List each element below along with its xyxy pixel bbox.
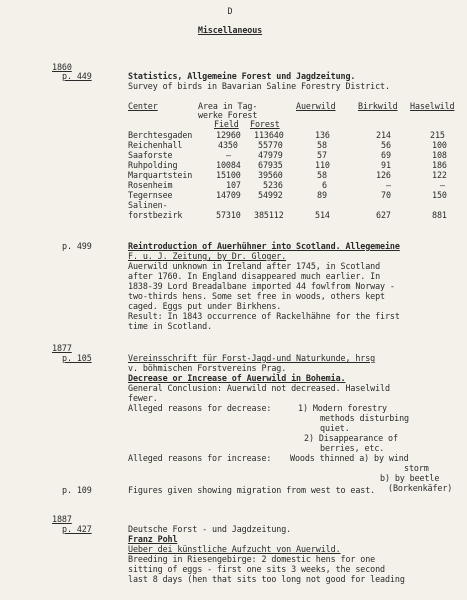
entry-year: 1860 — [52, 62, 72, 72]
entry-year: 1887 — [52, 514, 72, 524]
entry-line: two-thirds hens. Some set free in woods, others kept — [128, 291, 385, 301]
reason: b) by beetle — [380, 473, 440, 483]
table-header-haselwild: Haselwild — [410, 101, 455, 111]
entry-page: p. 499 — [62, 241, 92, 251]
table-row-center: Ruhpolding — [128, 160, 178, 170]
table-row-center: Salinen- — [128, 200, 168, 210]
table-row-center: Tegernsee — [128, 190, 173, 200]
table-cell: 57310 — [216, 210, 241, 220]
table-cell: 214 — [376, 130, 391, 140]
entry-line: v. böhmischen Forstvereins Prag. — [128, 363, 287, 373]
table-cell: 56 — [381, 140, 391, 150]
table-cell: 67935 — [258, 160, 283, 170]
entry-text: Figures given showing migration from west to east. — [128, 485, 376, 495]
reason: 1) Modern forestry — [298, 403, 387, 413]
table-cell: 89 — [317, 190, 327, 200]
table-cell: 627 — [376, 210, 391, 220]
entry-line: General Conclusion: Auerwild not decreased. Haselwild — [128, 383, 390, 393]
table-cell: 108 — [432, 150, 447, 160]
table-cell: 12960 — [216, 130, 241, 140]
entry-line: Breeding in Riesengebirge: 2 domestic hens for one — [128, 554, 376, 564]
reason: berries, etc. — [320, 443, 385, 453]
table-header-forest: Forest — [250, 119, 280, 129]
entry-line: Deutsche Forst - und Jagdzeitung. — [128, 524, 292, 534]
table-cell: – — [226, 150, 231, 160]
entry-year: 1877 — [52, 343, 72, 353]
table-cell: 881 — [432, 210, 447, 220]
table-header-center: Center — [128, 101, 158, 111]
table-cell: 385112 — [254, 210, 284, 220]
table-cell: 91 — [381, 160, 391, 170]
entry-page: p. 427 — [62, 524, 92, 534]
table-cell: 5236 — [263, 180, 283, 190]
table-cell: 47979 — [258, 150, 283, 160]
table-cell: 113640 — [254, 130, 284, 140]
table-cell: 58 — [317, 170, 327, 180]
table-row-center: Marquartstein — [128, 170, 193, 180]
table-row-center: Reichenhall — [128, 140, 183, 150]
table-cell: 15100 — [216, 170, 241, 180]
table-cell: 150 — [432, 190, 447, 200]
increase-label: Alleged reasons for increase: — [128, 453, 272, 463]
reason: methods disturbing — [320, 413, 409, 423]
table-cell: 514 — [315, 210, 330, 220]
entry-line: Reintroduction of Auerhühner into Scotland. Allegemeine — [128, 241, 400, 251]
reason: storm — [404, 463, 429, 473]
table-cell: 107 — [226, 180, 241, 190]
table-cell: 136 — [315, 130, 330, 140]
table-cell: 14709 — [216, 190, 241, 200]
entry-line: caged. Eggs put under Birkhens. — [128, 301, 282, 311]
decrease-label: Alleged reasons for decrease: — [128, 403, 272, 413]
table-cell: 122 — [432, 170, 447, 180]
table-cell: – — [440, 180, 445, 190]
entry-line: time in Scotland. — [128, 321, 213, 331]
table-row-center: Saaforste — [128, 150, 173, 160]
table-cell: 6 — [322, 180, 327, 190]
entry-line: fewer. — [128, 393, 158, 403]
reason: 2) Disappearance of — [304, 433, 398, 443]
entry-line: 1838-39 Lord Breadalbane imported 44 fowlfrom Norway - — [128, 281, 395, 291]
entry-page: p. 109 — [62, 485, 92, 495]
table-cell: 57 — [317, 150, 327, 160]
table-header-area: Area in Tag- — [198, 101, 258, 111]
entry-line: Decrease or Increase of Auerwild in Bohemia. — [128, 373, 346, 383]
table-cell: 55770 — [258, 140, 283, 150]
reason: (Borkenkäfer) — [388, 483, 453, 493]
table-cell: 215 — [430, 130, 445, 140]
entry-line: Franz Pohl — [128, 534, 178, 544]
entry-line: Vereinsschrift für Forst-Jagd-und Naturkunde, hrsg — [128, 353, 376, 363]
table-cell: 110 — [315, 160, 330, 170]
table-header-auerwild: Auerwild — [296, 101, 336, 111]
table-cell: 39560 — [258, 170, 283, 180]
reason: quiet. — [320, 423, 350, 433]
entry-line: after 1760. In England disappeared much earlier. In — [128, 271, 381, 281]
entry-title: Statistics, Allgemeine Forest und Jagdzeitung. — [128, 71, 356, 81]
table-header-area2: werke Forest — [198, 110, 258, 120]
entry-page: p. 449 — [62, 71, 92, 81]
table-header-birkwild: Birkwild — [358, 101, 398, 111]
entry-line: Auerwild unknown in Ireland after 1745, in Scotland — [128, 261, 381, 271]
entry-line: Ueber dei künstliche Aufzucht von Auerwild. — [128, 544, 341, 554]
entry-line: F. u. J. Zeitung, by Dr. Gloger. — [128, 251, 287, 261]
table-header-field: Field — [214, 119, 239, 129]
table-row-center: Berchtesgaden — [128, 130, 193, 140]
page-letter: D — [227, 6, 233, 16]
entry-page: p. 105 — [62, 353, 92, 363]
table-cell: 126 — [376, 170, 391, 180]
table-row-center: forstbezirk — [128, 210, 183, 220]
entry-line: sitting of eggs - first one sits 3 weeks, the second — [128, 564, 385, 574]
table-cell: – — [386, 180, 391, 190]
entry-line: Result: In 1843 occurrence of Rackelhähne for the first — [128, 311, 400, 321]
table-cell: 70 — [381, 190, 391, 200]
entry-subtitle: Survey of birds in Bavarian Saline Forestry District. — [128, 81, 390, 91]
table-cell: 100 — [432, 140, 447, 150]
table-cell: 58 — [317, 140, 327, 150]
table-cell: 4350 — [218, 140, 238, 150]
entry-line: last 8 days (hen that sits too long not good for leading — [128, 574, 405, 584]
table-cell: 54992 — [258, 190, 283, 200]
table-cell: 186 — [432, 160, 447, 170]
page-heading: Miscellaneous — [197, 25, 263, 35]
reason: Woods thinned a) by wind — [290, 453, 409, 463]
table-cell: 10084 — [216, 160, 241, 170]
table-cell: 69 — [381, 150, 391, 160]
table-row-center: Rosenheim — [128, 180, 173, 190]
